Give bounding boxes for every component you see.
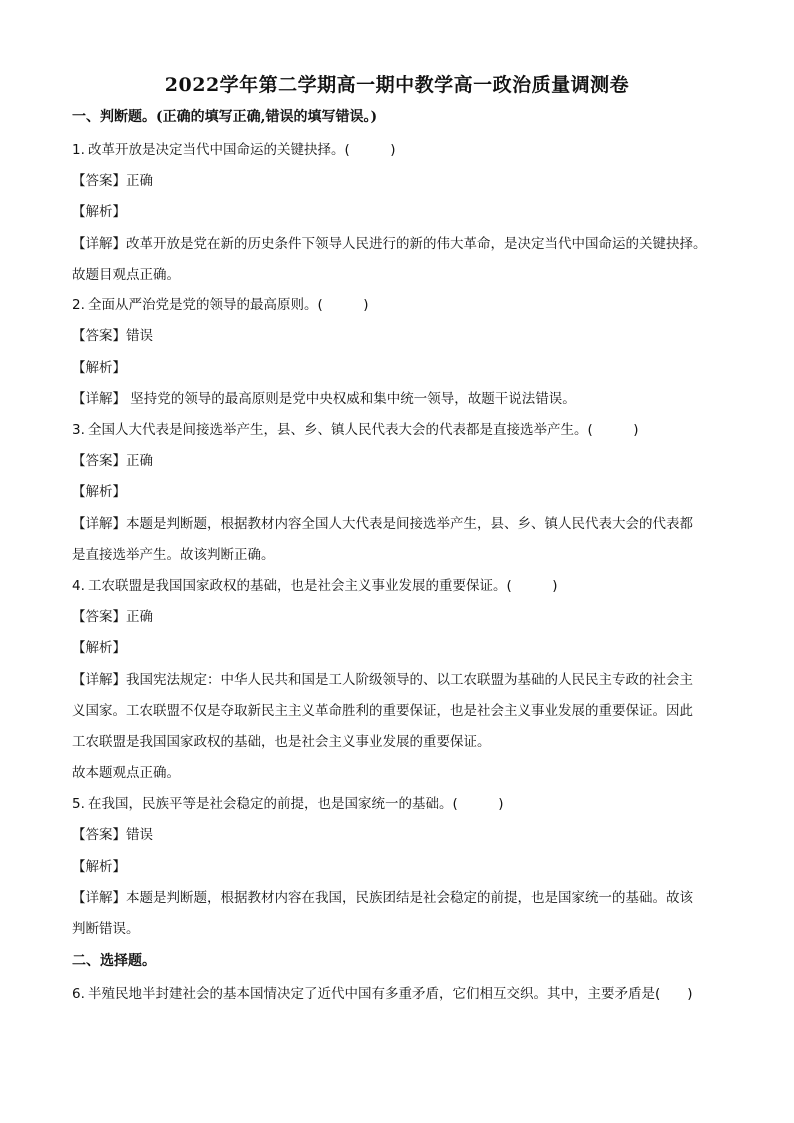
question-stem: 改革开放是决定当代中国命运的关键抉择。( ) — [88, 142, 396, 158]
detail-label: 【详解】 — [72, 236, 126, 252]
answer-row-5 — [72, 826, 153, 844]
question-3 — [72, 421, 639, 439]
answer-row-4 — [72, 608, 153, 626]
detail-row-3 — [72, 515, 693, 533]
analysis-label-3: 【解析】 — [72, 484, 126, 500]
detail-label: 【详解】 — [72, 391, 126, 407]
answer-label: 【答案】 — [72, 827, 126, 843]
analysis-label-4: 【解析】 — [72, 640, 126, 656]
answer-value: 错误 — [126, 827, 153, 843]
analysis-label-1: 【解析】 — [72, 204, 126, 220]
question-number: 1. — [72, 142, 85, 158]
detail-text: 本题是判断题，根据教材内容全国人大代表是间接选举产生，县、乡、镇人民代表大会的代表都 — [126, 516, 693, 532]
detail-text-continued: 工农联盟是我国国家政权的基础，也是社会主义事业发展的重要保证。 — [72, 734, 491, 750]
detail-text: 本题是判断题，根据教材内容在我国，民族团结是社会稳定的前提，也是国家统一的基础。故该 — [126, 890, 693, 906]
analysis-label-2: 【解析】 — [72, 360, 126, 376]
question-number: 4. — [72, 578, 85, 594]
answer-label: 【答案】 — [72, 609, 126, 625]
detail-row-1 — [72, 235, 707, 253]
question-1 — [72, 141, 396, 159]
detail-text-continued: 故本题观点正确。 — [72, 765, 180, 781]
question-stem: 在我国，民族平等是社会稳定的前提，也是国家统一的基础。( ) — [88, 796, 504, 812]
answer-row-1 — [72, 172, 153, 190]
question-stem: 全面从严治党是党的领导的最高原则。( ) — [88, 297, 369, 313]
question-number: 5. — [72, 796, 85, 812]
analysis-label-5: 【解析】 — [72, 859, 126, 875]
detail-text: 改革开放是党在新的历史条件下领导人民进行的新的伟大革命，是决定当代中国命运的关键抉择。 — [126, 236, 707, 252]
detail-text: 坚持党的领导的最高原则是党中央权威和集中统一领导，故题干说法错误。 — [126, 391, 576, 407]
answer-value: 错误 — [126, 328, 153, 344]
detail-text-continued: 故题目观点正确。 — [72, 267, 180, 283]
question-stem: 工农联盟是我国国家政权的基础，也是社会主义事业发展的重要保证。( ) — [88, 578, 558, 594]
answer-row-2 — [72, 327, 153, 345]
answer-label: 【答案】 — [72, 328, 126, 344]
detail-row-5 — [72, 889, 693, 907]
answer-value: 正确 — [126, 453, 153, 469]
page-title: 2022学年第二学期高一期中教学高一政治质量调测卷 — [164, 74, 630, 96]
answer-label: 【答案】 — [72, 173, 126, 189]
detail-row-2 — [72, 390, 576, 408]
section-heading-judgment: 一、判断题。(正确的填写正确,错误的填写错误。) — [72, 109, 378, 125]
question-number: 2. — [72, 297, 85, 313]
question-5 — [72, 795, 504, 813]
answer-value: 正确 — [126, 609, 153, 625]
answer-row-3 — [72, 452, 153, 470]
detail-label: 【详解】 — [72, 890, 126, 906]
question-4 — [72, 577, 558, 595]
detail-text: 我国宪法规定：中华人民共和国是工人阶级领导的、以工农联盟为基础的人民民主专政的社会主 — [126, 672, 693, 688]
detail-text-continued: 是直接选举产生。故该判断正确。 — [72, 547, 275, 563]
detail-text-continued: 判断错误。 — [72, 921, 140, 937]
question-stem: 全国人大代表是间接选举产生，县、乡、镇人民代表大会的代表都是直接选举产生。( ) — [88, 422, 639, 438]
answer-label: 【答案】 — [72, 453, 126, 469]
detail-text-continued: 义国家。工农联盟不仅是夺取新民主主义革命胜利的重要保证，也是社会主义事业发展的重要保证。因此 — [72, 703, 693, 719]
question-2 — [72, 296, 369, 314]
detail-label: 【详解】 — [72, 516, 126, 532]
section-heading-choice: 二、选择题。 — [72, 953, 156, 969]
question-6 — [72, 985, 693, 1003]
detail-row-4 — [72, 671, 693, 689]
question-stem: 半殖民地半封建社会的基本国情决定了近代中国有多重矛盾，它们相互交织。其中，主要矛盾是( ) — [88, 986, 693, 1002]
question-number: 6. — [72, 986, 85, 1002]
question-number: 3. — [72, 422, 85, 438]
detail-label: 【详解】 — [72, 672, 126, 688]
answer-value: 正确 — [126, 173, 153, 189]
